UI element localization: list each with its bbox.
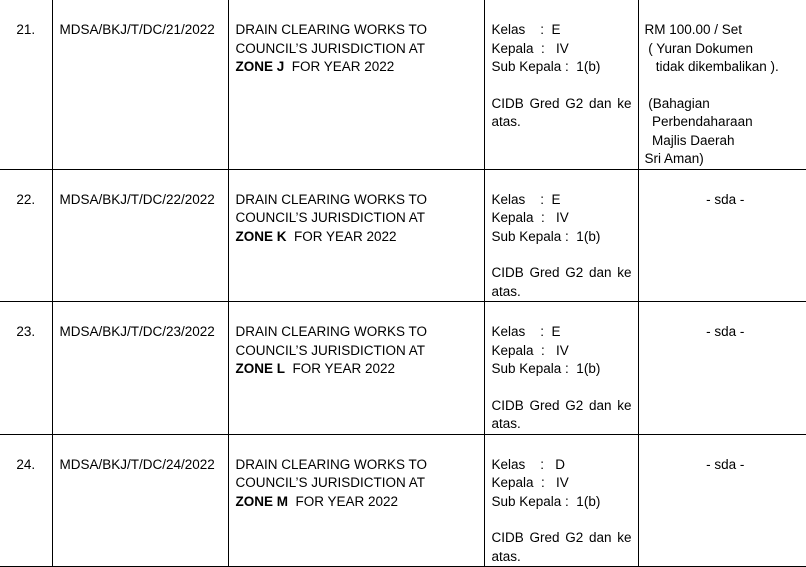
tender-description: [228, 169, 484, 302]
zone-label: ZONE J: [236, 59, 285, 74]
tender-reference: MDSA/BKJ/T/DC/24/2022: [52, 434, 228, 567]
tender-description: [228, 0, 484, 169]
row-number: 22.: [0, 169, 52, 302]
sub-kepala-line: Sub Kepala : 1(b): [492, 58, 632, 77]
contractor-class: [484, 302, 638, 435]
description-tail: FOR YEAR 2022: [284, 59, 394, 74]
sub-kepala-line: Sub Kepala : 1(b): [492, 493, 632, 512]
description-line: DRAIN CLEARING WORKS TO: [236, 21, 484, 40]
kepala-line: Kepala : IV: [492, 474, 632, 493]
kepala-line: Kepala : IV: [492, 40, 632, 59]
tender-reference: MDSA/BKJ/T/DC/21/2022: [52, 0, 228, 169]
kepala-line: Kepala : IV: [492, 342, 632, 361]
fee-line: Sri Aman): [645, 150, 806, 169]
fee-line: Perbendaharaan: [645, 113, 806, 132]
sub-kepala-line: Sub Kepala : 1(b): [492, 228, 632, 247]
tender-description: [228, 302, 484, 435]
kelas-line: Kelas : E: [492, 21, 632, 40]
table-row: [0, 302, 806, 435]
zone-label: ZONE M: [236, 494, 289, 509]
description-line: COUNCIL’S JURISDICTION AT: [236, 342, 484, 361]
tender-description: [228, 434, 484, 567]
description-line: COUNCIL’S JURISDICTION AT: [236, 209, 484, 228]
description-tail: FOR YEAR 2022: [287, 229, 397, 244]
tender-reference: MDSA/BKJ/T/DC/22/2022: [52, 169, 228, 302]
kelas-line: Kelas : E: [492, 191, 632, 210]
contractor-class: [484, 169, 638, 302]
row-number: 21.: [0, 0, 52, 169]
description-line: DRAIN CLEARING WORKS TO: [236, 323, 484, 342]
table-row: [0, 0, 806, 169]
description-tail: FOR YEAR 2022: [288, 494, 398, 509]
fee-line: Majlis Daerah: [645, 132, 806, 151]
contractor-class: [484, 434, 638, 567]
kelas-line: Kelas : D: [492, 456, 632, 475]
same-as-above-label: - sda -: [645, 456, 806, 475]
kelas-line: Kelas : E: [492, 323, 632, 342]
description-line: DRAIN CLEARING WORKS TO: [236, 456, 484, 475]
cidb-grade: CIDB Gred G2 dan ke atas.: [492, 529, 632, 566]
table-row: [0, 434, 806, 567]
sub-kepala-line: Sub Kepala : 1(b): [492, 360, 632, 379]
fee-spacer: [645, 77, 806, 95]
fee-line: tidak dikembalikan ).: [645, 58, 806, 77]
document-fee: [638, 0, 806, 169]
row-number: 24.: [0, 434, 52, 567]
document-fee: [638, 434, 806, 567]
document-fee: [638, 302, 806, 435]
description-tail: FOR YEAR 2022: [285, 361, 395, 376]
zone-label: ZONE L: [236, 361, 286, 376]
description-line: DRAIN CLEARING WORKS TO: [236, 191, 484, 210]
fee-line: ( Yuran Dokumen: [645, 40, 806, 59]
cidb-grade: CIDB Gred G2 dan ke atas.: [492, 264, 632, 301]
zone-label: ZONE K: [236, 229, 287, 244]
row-number: 23.: [0, 302, 52, 435]
description-line: COUNCIL’S JURISDICTION AT: [236, 474, 484, 493]
cidb-grade: CIDB Gred G2 dan ke atas.: [492, 397, 632, 434]
contractor-class: [484, 0, 638, 169]
table-row: [0, 169, 806, 302]
fee-line: (Bahagian: [645, 95, 806, 114]
fee-line: RM 100.00 / Set: [645, 21, 806, 40]
kepala-line: Kepala : IV: [492, 209, 632, 228]
description-line: COUNCIL’S JURISDICTION AT: [236, 40, 484, 59]
tender-reference: MDSA/BKJ/T/DC/23/2022: [52, 302, 228, 435]
same-as-above-label: - sda -: [645, 323, 806, 342]
cidb-grade: CIDB Gred G2 dan ke atas.: [492, 95, 632, 132]
document-fee: [638, 169, 806, 302]
same-as-above-label: - sda -: [645, 191, 806, 210]
